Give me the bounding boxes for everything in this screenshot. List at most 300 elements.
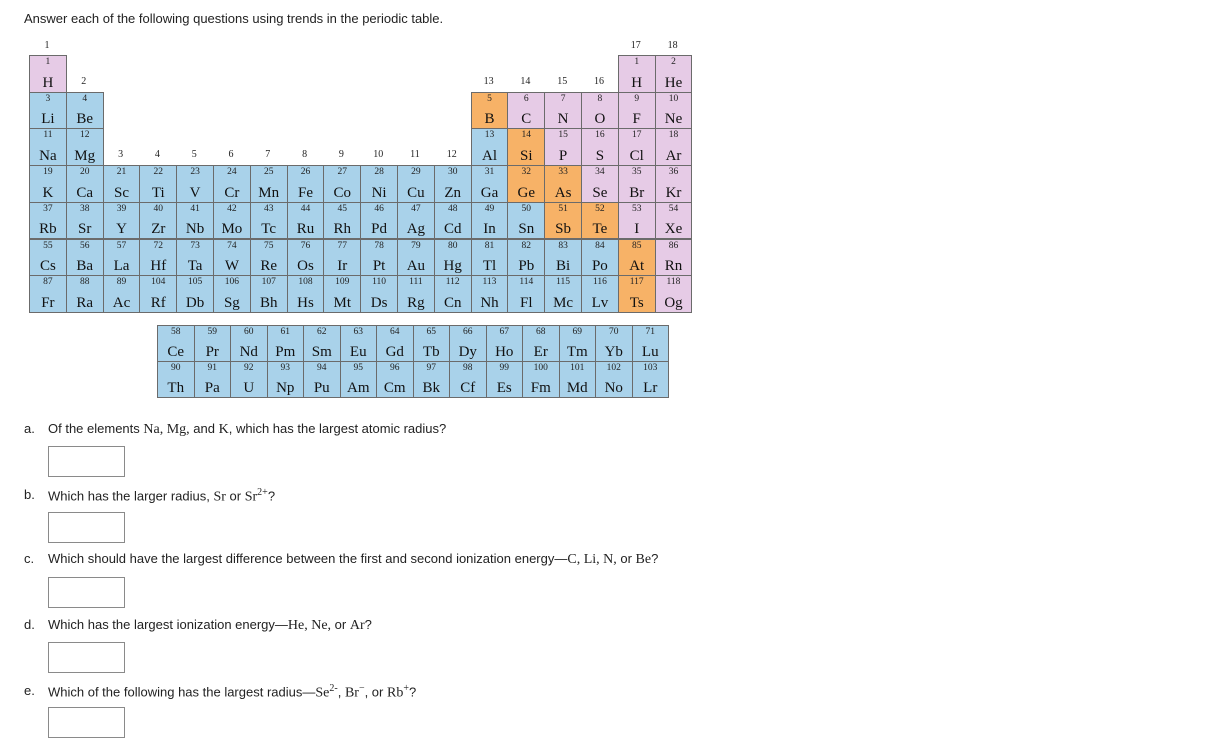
element-symbol: Dy: [458, 344, 477, 360]
answer-input-a[interactable]: [48, 446, 125, 477]
atomic-number: 40: [153, 203, 164, 214]
atomic-number: 113: [482, 277, 497, 288]
element-symbol: Te: [592, 221, 608, 238]
element-cell-pr: [194, 325, 232, 362]
atomic-number: 114: [519, 277, 534, 288]
element-cell-i: [618, 202, 656, 240]
atomic-number: 59: [207, 327, 217, 337]
element-cell-ti: [139, 165, 177, 203]
element-symbol: Bk: [422, 380, 440, 396]
element-cell-co: [323, 165, 361, 203]
element-cell-kr: [655, 165, 693, 203]
element-symbol: Lv: [591, 294, 609, 311]
element-cell-nh: [471, 275, 509, 313]
element-symbol: Fm: [530, 380, 551, 396]
element-cell-hf: [139, 239, 177, 277]
element-symbol: F: [632, 111, 641, 128]
answer-input-b[interactable]: [48, 512, 125, 543]
element-symbol: Tb: [422, 344, 440, 360]
element-cell-w: [213, 239, 251, 277]
element-cell-cl: [618, 128, 656, 166]
element-cell-mc: [544, 275, 582, 313]
element-symbol: Mc: [553, 294, 574, 311]
atomic-number: 108: [298, 277, 313, 288]
atomic-number: 104: [151, 277, 166, 288]
question-text-part: Which has the larger radius,: [48, 488, 214, 504]
atomic-number: 98: [463, 363, 473, 373]
element-symbol: Zn: [444, 184, 462, 201]
element-symbol: Ne: [664, 111, 683, 128]
atomic-number: 75: [263, 240, 274, 251]
atomic-number: 110: [372, 277, 387, 288]
atomic-number: 82: [521, 240, 532, 251]
element-symbol: Ds: [370, 294, 388, 311]
element-symbol: Au: [406, 258, 426, 275]
element-symbol: I: [634, 221, 640, 238]
element-cell-bi: [544, 239, 582, 277]
atomic-number: 46: [374, 203, 384, 214]
atomic-number: 35: [631, 167, 642, 178]
chemical-symbol: Sr: [244, 489, 258, 505]
instructions-text: Answer each of the following questions using trends in the periodic table.: [24, 11, 444, 26]
element-cell-h: [618, 55, 656, 93]
element-symbol: Pu: [313, 380, 330, 396]
element-symbol: Cf: [460, 380, 476, 396]
element-cell-cm: [376, 361, 414, 398]
atomic-number: 85: [631, 240, 642, 251]
atomic-number: 6: [523, 93, 529, 104]
group-label: 2: [81, 76, 87, 87]
element-cell-ir: [323, 239, 361, 277]
element-symbol: Sr: [78, 221, 92, 238]
atomic-number: 23: [190, 167, 200, 178]
chemical-symbol: Ar: [349, 618, 365, 633]
element-symbol: K: [42, 184, 54, 201]
atomic-number: 115: [556, 277, 571, 288]
atomic-number: 100: [533, 363, 548, 373]
element-symbol: Li: [41, 111, 55, 128]
element-cell-ho: [486, 325, 524, 362]
atomic-number: 31: [484, 167, 495, 178]
answer-input-e[interactable]: [48, 707, 125, 738]
atomic-number: 20: [79, 167, 90, 178]
element-cell-s: [581, 128, 619, 166]
group-label: 10: [373, 149, 384, 160]
element-cell-ts: [618, 275, 656, 313]
atomic-number: 77: [337, 240, 348, 251]
atomic-number: 1: [634, 57, 640, 67]
element-cell-pm: [267, 325, 305, 362]
element-symbol: In: [483, 221, 496, 238]
element-symbol: Nh: [480, 294, 499, 311]
atomic-number: 47: [411, 203, 421, 214]
atomic-number: 73: [190, 240, 200, 251]
element-symbol: Zr: [151, 221, 166, 238]
element-cell-gd: [376, 325, 414, 362]
element-cell-se: [581, 165, 619, 203]
element-cell-pu: [303, 361, 341, 398]
element-cell-re: [250, 239, 288, 277]
element-cell-nd: [230, 325, 268, 362]
element-cell-rn: [655, 239, 693, 277]
element-cell-si: [507, 128, 545, 166]
element-cell-np: [267, 361, 305, 398]
element-symbol: Ge: [517, 184, 536, 201]
element-symbol: Y: [116, 221, 127, 238]
element-cell-lu: [632, 325, 670, 362]
atomic-number: 38: [79, 203, 90, 214]
atomic-number: 56: [79, 240, 90, 251]
atomic-number: 51: [558, 203, 568, 214]
atomic-number: 103: [643, 363, 658, 373]
atomic-number: 8: [597, 93, 603, 104]
atomic-number: 37: [43, 203, 53, 214]
question-text-part: Which should have the largest difference between the first and second ionization energy—: [48, 551, 568, 566]
element-symbol: H: [631, 74, 643, 91]
atomic-number: 96: [390, 363, 400, 373]
ion-charge: +: [403, 683, 409, 694]
group-label: 18: [667, 40, 678, 51]
atomic-number: 32: [521, 167, 532, 178]
atomic-number: 102: [606, 363, 621, 373]
element-cell-he: [655, 55, 693, 93]
element-cell-ds: [360, 275, 398, 313]
element-cell-y: [103, 202, 141, 240]
element-symbol: Mg: [74, 148, 96, 165]
element-cell-bk: [413, 361, 451, 398]
answer-input-c[interactable]: [48, 577, 125, 608]
atomic-number: 105: [187, 277, 203, 288]
ion-charge: 2+: [257, 487, 268, 498]
element-cell-rb: [29, 202, 67, 240]
group-label: 13: [483, 76, 494, 87]
atomic-number: 107: [261, 277, 276, 288]
atomic-number: 70: [609, 327, 619, 337]
element-cell-hg: [434, 239, 472, 277]
element-cell-rg: [397, 275, 435, 313]
element-symbol: Rn: [664, 258, 683, 275]
element-cell-sn: [507, 202, 545, 240]
element-cell-ne: [655, 92, 693, 130]
element-symbol: Np: [276, 380, 295, 396]
element-symbol: Pr: [205, 344, 219, 360]
element-symbol: N: [557, 111, 569, 128]
answer-input-d[interactable]: [48, 642, 125, 673]
element-cell-og: [655, 275, 693, 313]
atomic-number: 116: [592, 277, 607, 288]
atomic-number: 48: [447, 203, 458, 214]
element-cell-be: [66, 92, 104, 130]
element-symbol: Md: [566, 380, 588, 396]
element-symbol: Eu: [349, 344, 367, 360]
element-cell-hs: [287, 275, 325, 313]
element-symbol: Os: [297, 258, 314, 275]
element-symbol: Lu: [641, 344, 659, 360]
atomic-number: 99: [499, 363, 509, 373]
element-symbol: Cr: [224, 184, 240, 201]
atomic-number: 68: [536, 327, 546, 337]
atomic-number: 27: [337, 167, 348, 178]
element-cell-fe: [287, 165, 325, 203]
ion-charge: 2-: [329, 683, 338, 694]
group-label: 14: [520, 76, 531, 87]
atomic-number: 92: [244, 363, 254, 373]
element-symbol: Rb: [39, 221, 57, 238]
chemical-symbol: Sr: [213, 489, 226, 505]
atomic-number: 95: [353, 363, 363, 373]
question-text: [48, 487, 275, 505]
atomic-number: 117: [629, 277, 644, 288]
question-text-part: ?: [267, 488, 276, 504]
atomic-number: 93: [280, 363, 290, 373]
element-cell-ge: [507, 165, 545, 203]
element-cell-fl: [507, 275, 545, 313]
element-symbol: Cu: [407, 184, 425, 201]
group-label: 9: [338, 149, 344, 160]
chemical-symbols: He, Ne,: [287, 618, 332, 633]
group-label: 5: [191, 149, 197, 160]
atomic-number: 17: [631, 130, 642, 141]
atomic-number: 45: [337, 203, 348, 214]
atomic-number: 11: [43, 130, 53, 141]
element-symbol: C: [521, 111, 532, 128]
element-cell-ni: [360, 165, 398, 203]
element-cell-cd: [434, 202, 472, 240]
element-symbol: Bh: [259, 294, 278, 311]
element-cell-li: [29, 92, 67, 130]
element-symbol: Br: [629, 184, 645, 201]
element-symbol: Ru: [296, 221, 315, 238]
atomic-number: 2: [671, 57, 676, 67]
atomic-number: 33: [558, 167, 568, 178]
atomic-number: 84: [595, 240, 605, 251]
question-text-part: Which has the largest ionization energy—: [48, 617, 288, 632]
element-cell-zr: [139, 202, 177, 240]
element-cell-ce: [157, 325, 195, 362]
element-cell-sr: [66, 202, 104, 240]
element-symbol: Cd: [443, 221, 462, 238]
question-text-part: , or: [364, 684, 387, 700]
atomic-number: 79: [411, 240, 421, 251]
atomic-number: 36: [668, 167, 679, 178]
group-label: 3: [118, 149, 124, 160]
atomic-number: 64: [390, 327, 400, 337]
element-cell-er: [522, 325, 560, 362]
element-symbol: V: [189, 184, 201, 201]
element-symbol: O: [594, 111, 606, 128]
element-cell-ac: [103, 275, 141, 313]
element-symbol: Sc: [113, 184, 129, 201]
group-label: 11: [410, 149, 420, 160]
element-symbol: U: [243, 380, 255, 396]
group-label: 12: [446, 149, 457, 160]
atomic-number: 12: [79, 130, 90, 141]
element-symbol: Pb: [518, 258, 535, 275]
element-symbol: Og: [664, 294, 683, 311]
element-cell-tb: [413, 325, 451, 362]
element-symbol: W: [224, 258, 239, 275]
atomic-number: 52: [595, 203, 605, 214]
atomic-number: 67: [499, 327, 509, 337]
group-label: 8: [302, 149, 308, 160]
atomic-number: 97: [426, 363, 436, 373]
element-symbol: Hs: [297, 294, 314, 311]
ion-charge: −: [358, 683, 365, 694]
atomic-number: 87: [43, 277, 53, 288]
question-letter: a.: [24, 421, 35, 436]
atomic-number: 106: [224, 277, 240, 288]
element-cell-cn: [434, 275, 472, 313]
element-symbol: Bi: [555, 258, 571, 275]
element-cell-md: [559, 361, 597, 398]
element-symbol: Be: [76, 111, 94, 128]
atomic-number: 88: [79, 277, 90, 288]
group-label: 7: [265, 149, 271, 160]
element-symbol: Gd: [385, 344, 404, 360]
atomic-number: 42: [227, 203, 237, 214]
chemical-symbol: Be: [635, 552, 652, 567]
element-symbol: Pt: [372, 258, 386, 275]
element-symbol: H: [42, 74, 54, 91]
element-cell-ru: [287, 202, 325, 240]
element-cell-tl: [471, 239, 509, 277]
group-label: 4: [154, 149, 160, 160]
element-symbol: Yb: [604, 344, 623, 360]
element-symbol: Co: [333, 184, 352, 201]
element-cell-al: [471, 128, 509, 166]
group-label: 15: [557, 76, 568, 87]
element-symbol: Am: [347, 380, 370, 396]
element-symbol: P: [558, 148, 568, 165]
element-symbol: Nd: [239, 344, 258, 360]
atomic-number: 60: [244, 327, 254, 337]
group-label: 1: [44, 40, 50, 51]
atomic-number: 81: [484, 240, 495, 251]
element-cell-k: [29, 165, 67, 203]
group-label: 16: [594, 76, 604, 87]
atomic-number: 53: [631, 203, 642, 214]
element-cell-ga: [471, 165, 509, 203]
question-text-part: , which has the largest atomic radius?: [228, 421, 447, 436]
element-symbol: Ti: [151, 184, 165, 201]
element-cell-no: [595, 361, 633, 398]
element-symbol: Sg: [223, 294, 240, 311]
element-cell-es: [486, 361, 524, 398]
atomic-number: 58: [171, 327, 181, 337]
element-symbol: Th: [167, 380, 185, 396]
atomic-number: 43: [263, 203, 274, 214]
element-symbol: Sb: [555, 221, 571, 238]
element-symbol: Cn: [443, 294, 462, 311]
question-text: [48, 617, 372, 634]
atomic-number: 112: [445, 277, 460, 288]
question-text-part: ,: [337, 684, 345, 700]
element-symbol: Xe: [664, 221, 683, 238]
atomic-number: 4: [82, 93, 88, 104]
element-cell-pd: [360, 202, 398, 240]
element-symbol: Ag: [406, 221, 426, 238]
atomic-number: 18: [668, 130, 679, 141]
element-cell-fr: [29, 275, 67, 313]
element-cell-cf: [449, 361, 487, 398]
atomic-number: 66: [463, 327, 473, 337]
element-cell-mg: [66, 128, 104, 166]
element-cell-db: [176, 275, 214, 313]
element-cell-sg: [213, 275, 251, 313]
element-cell-fm: [522, 361, 560, 398]
element-cell-eu: [340, 325, 378, 362]
element-symbol: Mn: [258, 184, 280, 201]
element-symbol: Kr: [665, 184, 682, 201]
atomic-number: 86: [668, 240, 679, 251]
atomic-number: 1: [45, 57, 51, 67]
element-symbol: Fr: [41, 294, 55, 311]
element-symbol: Sn: [518, 221, 535, 238]
element-symbol: Tm: [566, 344, 588, 360]
element-cell-ag: [397, 202, 435, 240]
element-symbol: At: [629, 258, 645, 275]
question-text-part: or: [616, 551, 636, 566]
atomic-number: 13: [484, 130, 495, 141]
atomic-number: 94: [317, 363, 327, 373]
atomic-number: 9: [634, 93, 640, 104]
atomic-number: 16: [595, 130, 605, 141]
element-cell-mn: [250, 165, 288, 203]
element-cell-pt: [360, 239, 398, 277]
atomic-number: 41: [190, 203, 200, 214]
element-symbol: Ra: [76, 294, 94, 311]
element-cell-ba: [66, 239, 104, 277]
atomic-number: 63: [353, 327, 363, 337]
question-letter: e.: [24, 683, 35, 698]
element-cell-am: [340, 361, 378, 398]
element-symbol: Na: [39, 148, 57, 165]
element-symbol: Si: [520, 148, 533, 165]
element-symbol: No: [604, 380, 623, 396]
element-cell-rh: [323, 202, 361, 240]
chemical-symbol: Br: [344, 685, 359, 701]
element-symbol: Pm: [275, 344, 296, 360]
atomic-number: 39: [116, 203, 127, 214]
element-cell-c: [507, 92, 545, 130]
atomic-number: 54: [668, 203, 679, 214]
element-symbol: Es: [496, 380, 512, 396]
element-symbol: Nb: [185, 221, 205, 238]
element-symbol: Tl: [482, 258, 497, 275]
element-cell-bh: [250, 275, 288, 313]
element-cell-as: [544, 165, 582, 203]
atomic-number: 69: [572, 327, 582, 337]
element-cell-ta: [176, 239, 214, 277]
element-cell-ra: [66, 275, 104, 313]
element-symbol: Pd: [371, 221, 387, 238]
element-cell-ar: [655, 128, 693, 166]
question-text: [48, 551, 658, 568]
element-symbol: Hg: [443, 258, 462, 275]
atomic-number: 55: [43, 240, 53, 251]
atomic-number: 80: [447, 240, 458, 251]
element-symbol: Mo: [221, 221, 243, 238]
atomic-number: 62: [317, 327, 327, 337]
element-symbol: Lr: [643, 380, 658, 396]
atomic-number: 78: [374, 240, 384, 251]
element-symbol: Se: [592, 184, 608, 201]
element-cell-cr: [213, 165, 251, 203]
element-cell-te: [581, 202, 619, 240]
element-cell-br: [618, 165, 656, 203]
element-symbol: Ta: [187, 258, 203, 275]
question-letter: d.: [24, 617, 35, 632]
